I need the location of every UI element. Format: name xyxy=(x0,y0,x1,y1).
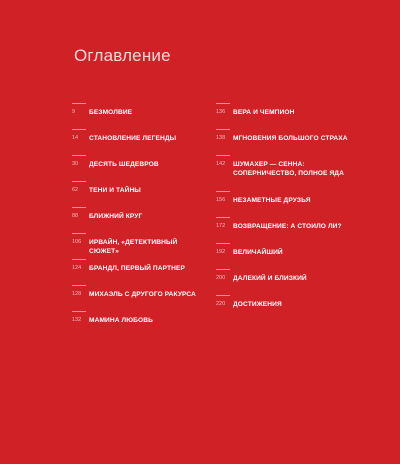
entry-rule xyxy=(72,259,86,260)
entry-title: МИХАЭЛЬ С ДРУГОГО РАКУРСА xyxy=(89,291,196,298)
entry-rule xyxy=(72,181,86,182)
entry-page-number: 30 xyxy=(72,161,79,167)
entry-title: ДАЛЕКИЙ И БЛИЗКИЙ xyxy=(233,275,307,282)
entry-rule xyxy=(72,129,86,130)
entry-page-number: 128 xyxy=(72,291,82,297)
entry-rule xyxy=(216,217,230,218)
entry-rule xyxy=(216,155,230,156)
entry-rule xyxy=(72,311,86,312)
entry-rule xyxy=(72,207,86,208)
entry-rule xyxy=(216,269,230,270)
entry-rule xyxy=(216,243,230,244)
entry-page-number: 200 xyxy=(216,275,226,281)
entry-title: НЕЗАМЕТНЫЕ ДРУЗЬЯ xyxy=(233,197,311,204)
entry-title: ВЕЛИЧАЙШИЙ xyxy=(233,249,283,256)
entry-title: ДЕСЯТЬ ШЕДЕВРОВ xyxy=(89,161,159,168)
entry-title: ДОСТИЖЕНИЯ xyxy=(233,301,282,308)
entry-title: МГНОВЕНИЯ БОЛЬШОГО СТРАХА xyxy=(233,135,348,142)
entry-rule xyxy=(216,295,230,296)
entry-page-number: 220 xyxy=(216,301,226,307)
entry-title: ТЕНИ И ТАЙНЫ xyxy=(89,187,141,194)
entry-page-number: 106 xyxy=(72,239,82,245)
entry-page-number: 192 xyxy=(216,249,226,255)
entry-title: ИРВАЙН, «ДЕТЕКТИВНЫЙ СЮЖЕТ» xyxy=(89,239,178,255)
entry-page-number: 172 xyxy=(216,223,226,229)
entry-page-number: 156 xyxy=(216,197,226,203)
entry-rule xyxy=(72,233,86,234)
entry-page-number: 124 xyxy=(72,265,82,271)
entry-title: ШУМАХЕР — СЕННА: СОПЕРНИЧЕСТВО, ПОЛНОЕ ЯДА xyxy=(233,161,344,177)
entry-title: ВЕРА И ЧЕМПИОН xyxy=(233,109,295,116)
entry-page-number: 9 xyxy=(72,109,76,115)
entry-title: БЕЗМОЛВИЕ xyxy=(89,109,133,116)
entry-page-number: 14 xyxy=(72,135,79,141)
entry-page-number: 138 xyxy=(216,135,226,141)
entry-title: МАМИНА ЛЮБОВЬ xyxy=(89,317,153,324)
entry-rule xyxy=(72,155,86,156)
entry-page-number: 142 xyxy=(216,161,226,167)
entry-rule xyxy=(72,285,86,286)
entry-page-number: 62 xyxy=(72,187,79,193)
entry-rule xyxy=(216,191,230,192)
entry-rule xyxy=(72,103,86,104)
entry-title: БРАНДЛ, ПЕРВЫЙ ПАРТНЕР xyxy=(89,265,185,272)
entry-page-number: 88 xyxy=(72,213,79,219)
toc-heading: Оглавление xyxy=(74,46,171,65)
entry-page-number: 136 xyxy=(216,109,226,115)
entry-title: ВОЗВРАЩЕНИЕ: А СТОИЛО ЛИ? xyxy=(233,223,342,230)
entry-rule xyxy=(216,129,230,130)
entry-page-number: 132 xyxy=(72,317,82,323)
entry-title: БЛИЖНИЙ КРУГ xyxy=(89,213,143,220)
entry-rule xyxy=(216,103,230,104)
entry-title: СТАНОВЛЕНИЕ ЛЕГЕНДЫ xyxy=(89,135,177,142)
